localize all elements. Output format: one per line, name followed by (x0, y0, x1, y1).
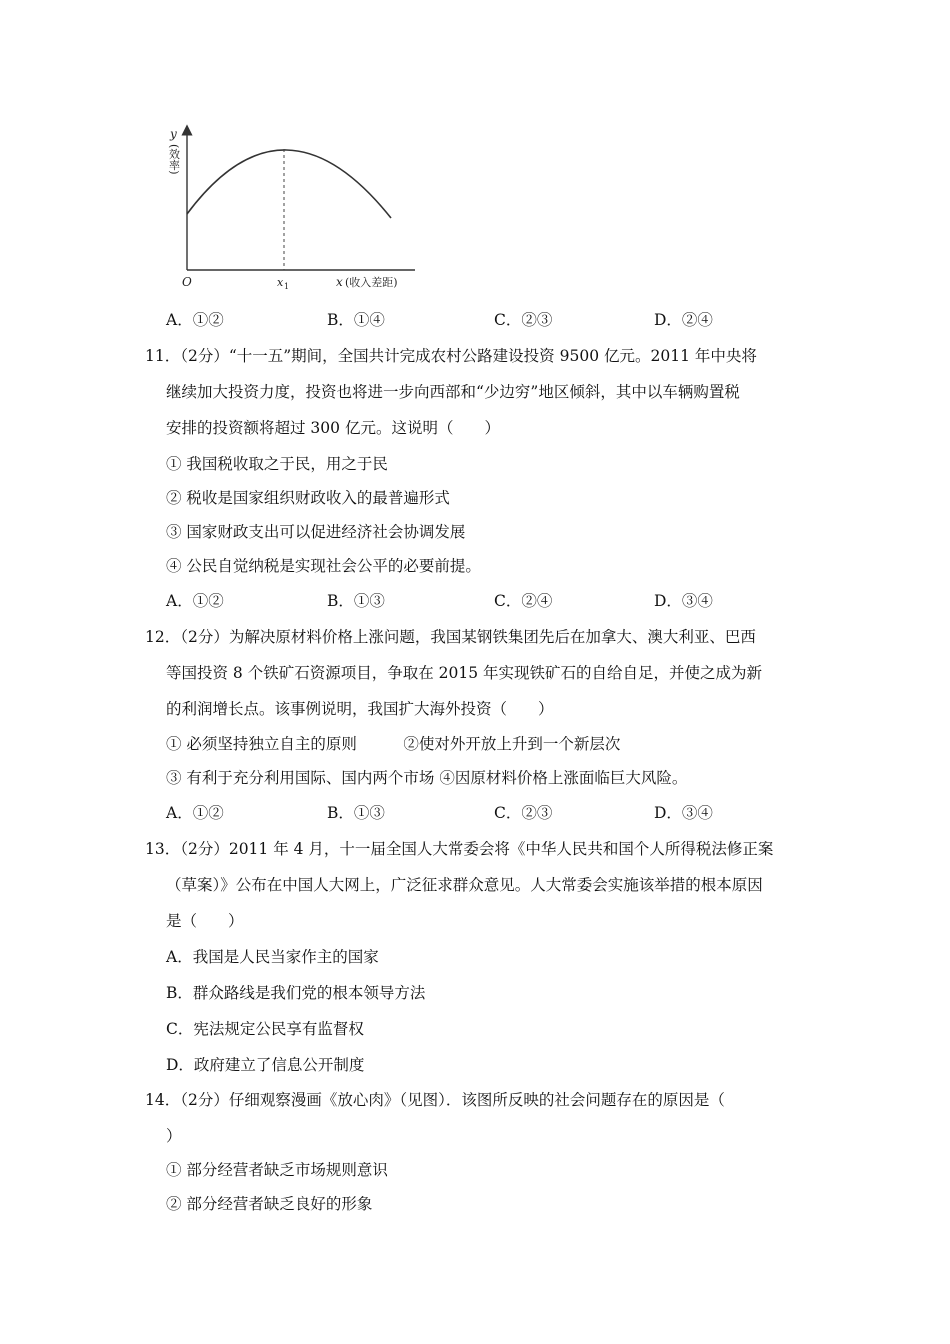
q10-option-a[interactable]: A．①② (166, 311, 224, 329)
q11-stem-line-3: 安排的投资额将超过 300 亿元。这说明（ ） (166, 419, 500, 437)
q12-item-row-1: ① 必须坚持独立自主的原则 ②使对外开放上升到一个新层次 (166, 735, 621, 753)
q12-item-row-2: ③ 有利于充分利用国际、国内两个市场 ④因原材料价格上涨面临巨大风险。 (166, 769, 688, 787)
q13-choice-c[interactable]: C．宪法规定公民享有监督权 (166, 1020, 364, 1038)
q12-option-d[interactable]: D．③④ (654, 804, 713, 822)
x-axis-label: x (336, 275, 343, 289)
q13-choice-a[interactable]: A．我国是人民当家作主的国家 (166, 948, 379, 966)
q13-choice-d[interactable]: D．政府建立了信息公开制度 (166, 1056, 365, 1074)
q12-stem-line-2: 等国投资 8 个铁矿石资源项目，争取在 2015 年实现铁矿石的自给自足，并使之成为新 (166, 664, 763, 682)
q11-option-a[interactable]: A．①② (166, 592, 224, 610)
q11-stem-line-1: 11．（2分）“十一五”期间，全国共计完成农村公路建设投资 9500 亿元。2011 年中央将 (145, 347, 757, 365)
q12-option-c[interactable]: C．②③ (494, 804, 553, 822)
q11-item-1: ① 我国税收取之于民，用之于民 (166, 455, 388, 473)
efficiency-income-graph (160, 118, 440, 298)
q14-stem-line-1: 14．（2分）仔细观察漫画《放心肉》（见图）．该图所反映的社会问题存在的原因是（ (145, 1091, 725, 1109)
q12-stem-line-1: 12．（2分）为解决原材料价格上涨问题，我国某钢铁集团先后在加拿大、澳大利亚、巴西 (145, 628, 756, 646)
q13-choice-b[interactable]: B．群众路线是我们党的根本领导方法 (166, 984, 426, 1002)
y-axis-label: y (170, 127, 177, 141)
q11-item-3: ③ 国家财政支出可以促进经济社会协调发展 (166, 523, 466, 541)
q12-option-b[interactable]: B．①③ (327, 804, 385, 822)
origin-label: O (182, 275, 192, 289)
graph-svg (160, 118, 440, 298)
efficiency-curve (187, 150, 391, 218)
q11-item-4: ④ 公民自觉纳税是实现社会公平的必要前提。 (166, 557, 481, 575)
q10-option-b[interactable]: B．①④ (327, 311, 385, 329)
q13-stem-line-3: 是（ ） (166, 912, 244, 930)
y-axis-unit: (效率) (167, 144, 181, 175)
x1-subscript: 1 (284, 282, 290, 291)
q10-option-c[interactable]: C．②③ (494, 311, 553, 329)
q12-option-a[interactable]: A．①② (166, 804, 224, 822)
q11-stem-line-2: 继续加大投资力度，投资也将进一步向西部和“少边穷”地区倾斜，其中以车辆购置税 (166, 383, 740, 401)
q14-item-1: ① 部分经营者缺乏市场规则意识 (166, 1161, 388, 1179)
q10-option-d[interactable]: D．②④ (654, 311, 713, 329)
q11-option-c[interactable]: C．②④ (494, 592, 553, 610)
q11-option-b[interactable]: B．①③ (327, 592, 385, 610)
q14-item-2: ② 部分经营者缺乏良好的形象 (166, 1195, 373, 1213)
q11-item-2: ② 税收是国家组织财政收入的最普遍形式 (166, 489, 450, 507)
q12-stem-line-3: 的利润增长点。该事例说明，我国扩大海外投资（ ） (166, 700, 554, 718)
q14-stem-line-2: ） (166, 1127, 182, 1145)
x1-label: x (277, 276, 284, 289)
q11-option-d[interactable]: D．③④ (654, 592, 713, 610)
x-axis-unit: (收入差距) (345, 276, 398, 289)
q13-stem-line-1: 13．（2分）2011 年 4 月，十一届全国人大常委会将《中华人民共和国个人所得税法修正案 (145, 840, 774, 858)
q13-stem-line-2: （草案）》公布在中国人大网上，广泛征求群众意见。人大常委会实施该举措的根本原因 (166, 876, 763, 894)
